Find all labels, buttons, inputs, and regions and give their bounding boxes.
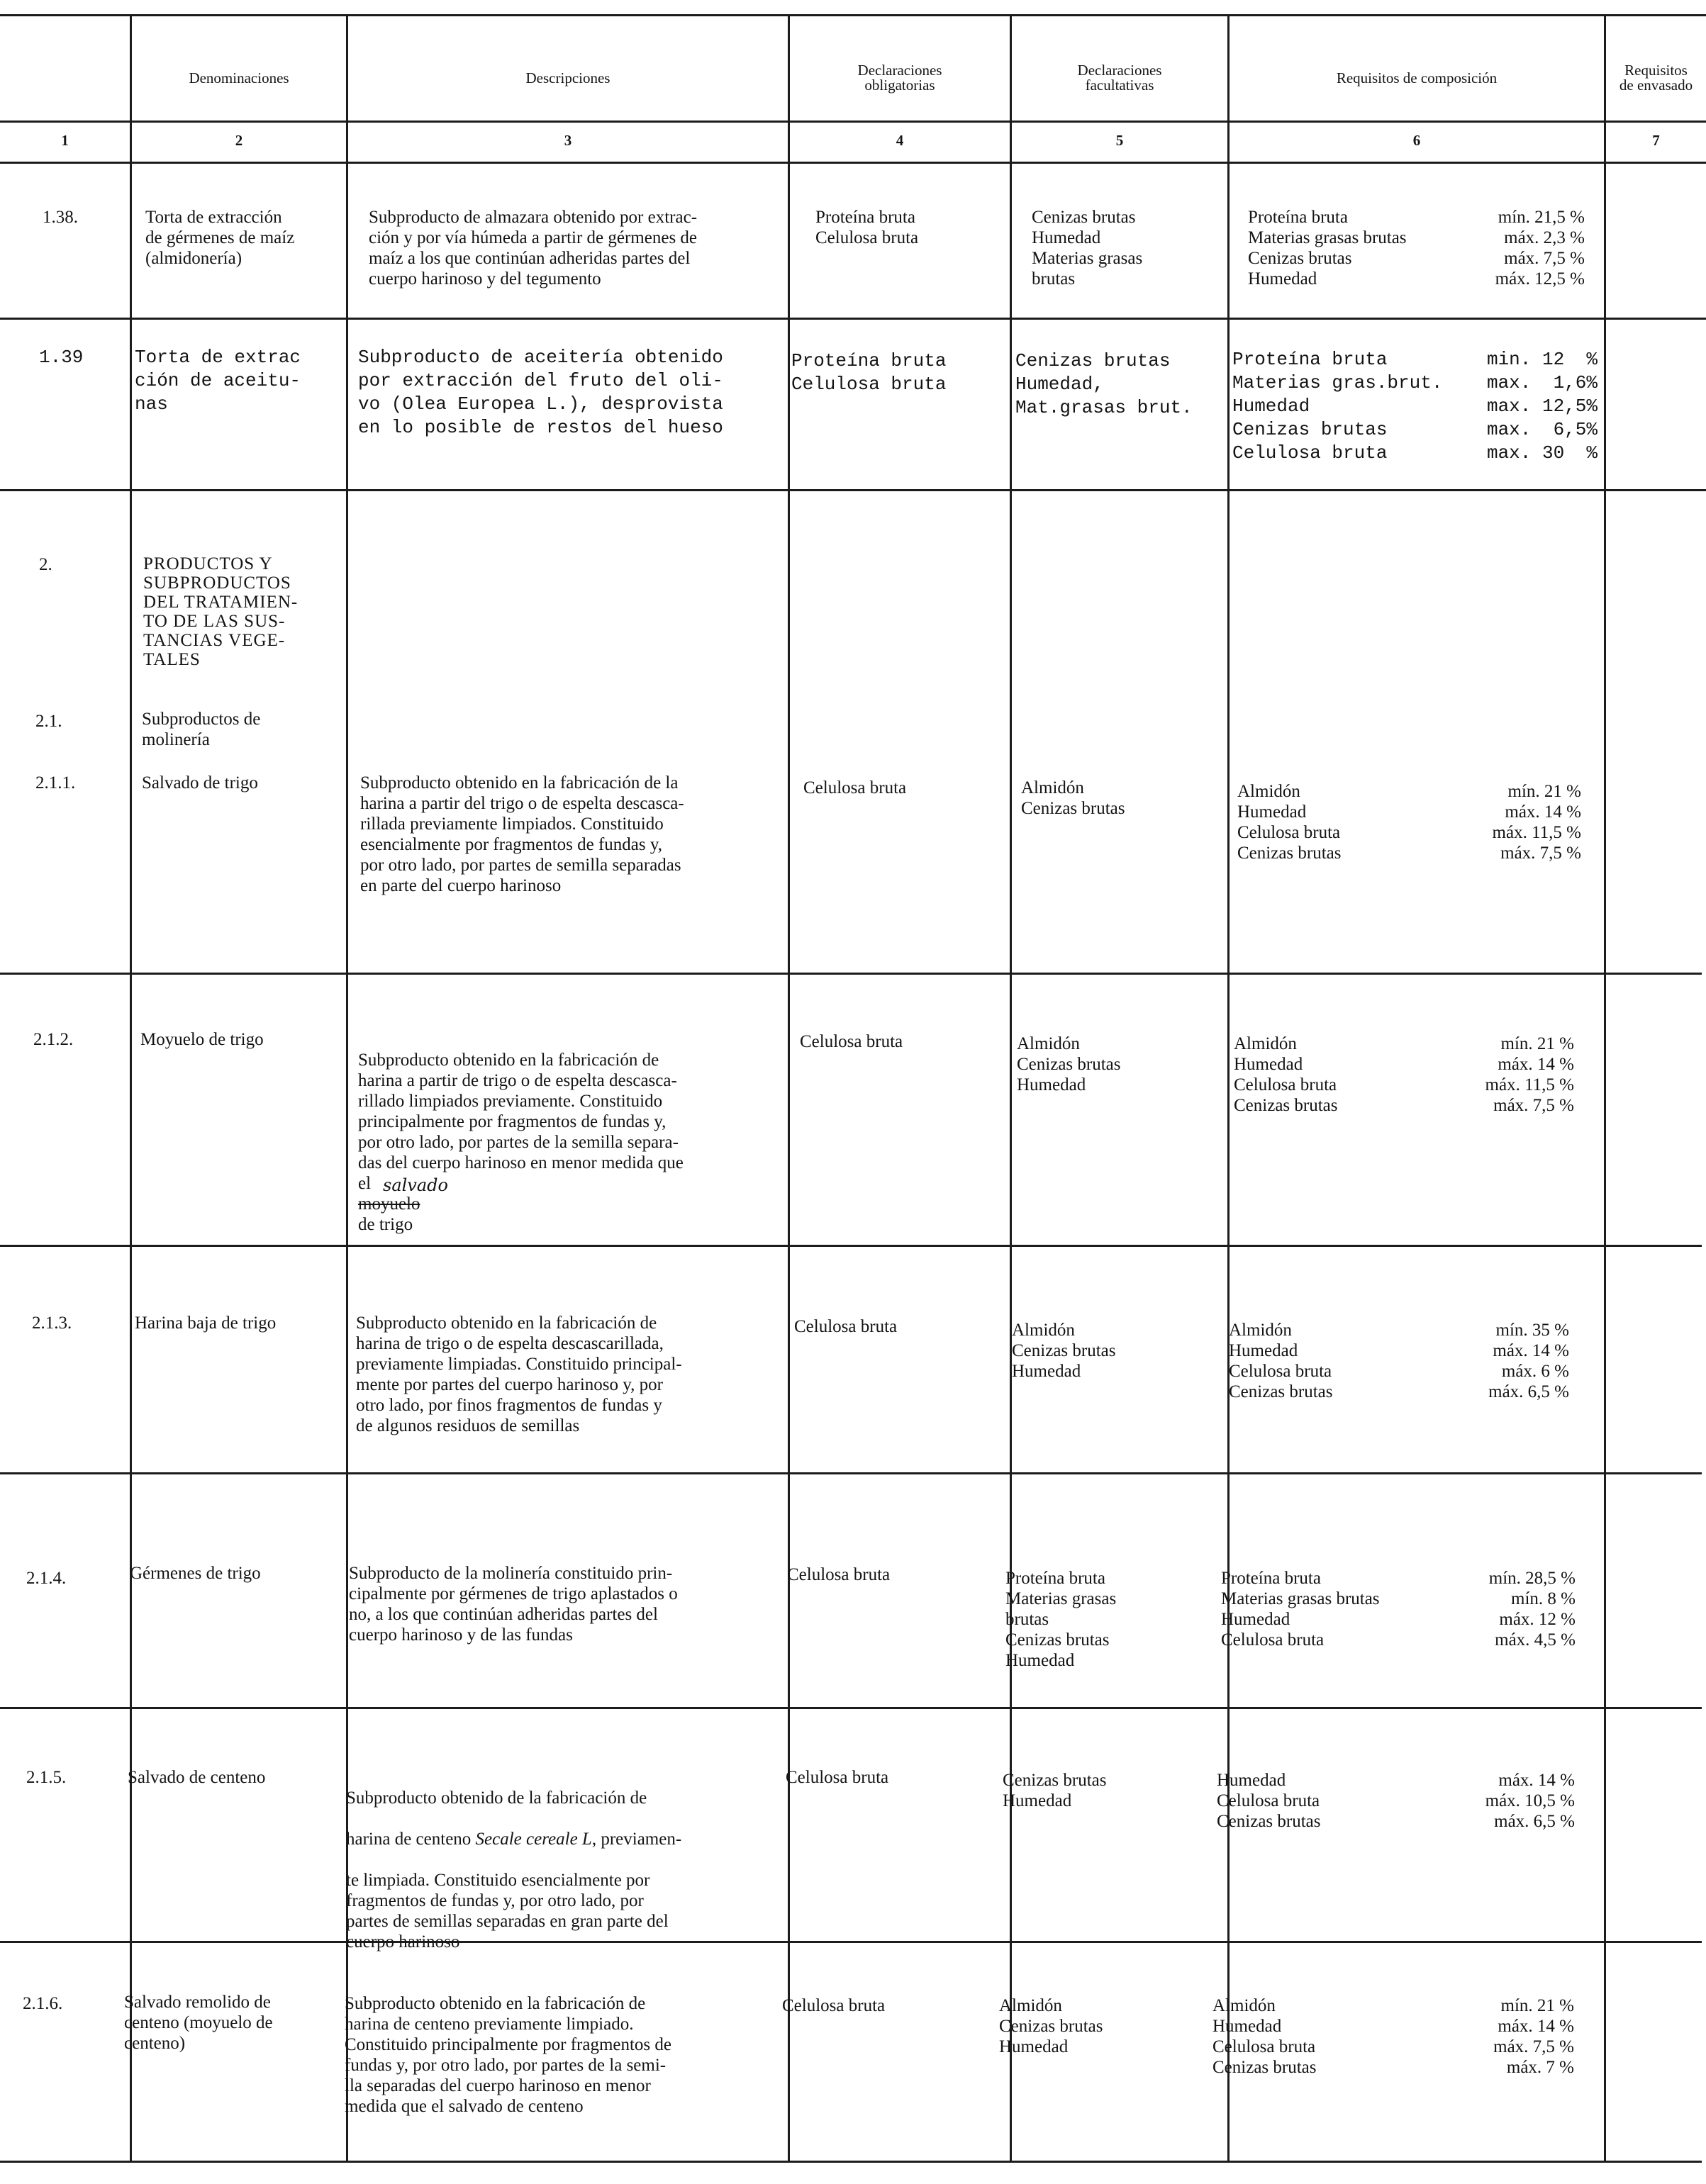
row-2-1-2-name: Moyuelo de trigo: [140, 1030, 264, 1049]
row-2-1-2-requirements: [1234, 1034, 1574, 1116]
row-2-1-4-obligatory: Celulosa bruta: [787, 1565, 891, 1584]
row-2-1-5-species-name: Secale cereale L: [475, 1830, 592, 1849]
row-1-39-id: 1.39: [39, 347, 84, 368]
row-2-1-4-name: Gérmenes de trigo: [130, 1564, 261, 1583]
requirement-row: Humedad máx. 14 %: [1212, 2017, 1574, 2036]
rule-numbers-bottom: [0, 162, 1706, 164]
requirement-row: Humedad máx. 14 %: [1234, 1055, 1574, 1074]
row-1-39-requirements: [1232, 349, 1598, 466]
header-descripciones: Descripciones: [525, 69, 611, 86]
column-number-6: 6: [1412, 131, 1421, 149]
row-2-1-3-optional: Almidón Cenizas brutas Humedad: [1012, 1321, 1116, 1381]
row-2-1-3-requirements: [1229, 1320, 1569, 1402]
requirement-row: Cenizas brutas máx. 7 %: [1212, 2058, 1574, 2077]
rule-row-2-1-2: [0, 1245, 1702, 1247]
row-2-1-5-description-line-2: harina de centeno Secale cereale L, previamen-: [346, 1830, 682, 1849]
row-2-1-5-requirements: [1217, 1770, 1575, 1832]
requirement-row: Proteína bruta mín. 28,5 %: [1221, 1569, 1576, 1588]
rule-row-2-1-1: [0, 973, 1702, 975]
row-2-1-1-description: Subproducto obtenido en la fabricación de la harina a partir del trigo o de espelta descasca- rillada previamente limpiados. Constituido esencialmente por fragmentos de fundas y, por otro lado, por partes de semilla separadas en parte del cuerpo harinoso: [360, 773, 684, 895]
requirement-row: Celulosa bruta máx. 11,5 %: [1237, 823, 1581, 842]
requirement-row: Proteína bruta min. 12 %: [1232, 349, 1598, 370]
row-2-1-5-id: 2.1.5.: [26, 1768, 67, 1787]
rule-bottom: [0, 2161, 1702, 2163]
row-2-1-5-description-rest: te limpiada. Constituido esencialmente por fragmentos de fundas y, por otro lado, por partes de semillas separadas en gran parte del cuerpo harinoso: [346, 1871, 669, 1951]
row-2-1-1-name: Salvado de trigo: [142, 773, 258, 793]
header-declaraciones-obligatorias: Declaraciones obligatorias: [857, 62, 942, 94]
row-2-1-5-name: Salvado de centeno: [128, 1768, 266, 1787]
column-number-7: 7: [1652, 131, 1660, 149]
rule-row-1-39: [0, 489, 1706, 491]
row-2-1-3-name: Harina baja de trigo: [135, 1314, 277, 1333]
header-requisitos-envasado: Requisitos de envasado: [1619, 62, 1693, 94]
requirement-row: Cenizas brutas máx. 6,5 %: [1217, 1812, 1575, 1831]
row-2-1-2-obligatory: Celulosa bruta: [800, 1032, 903, 1051]
section-2-1-title: Subproductos de molinería: [142, 710, 261, 749]
row-2-1-6-obligatory: Celulosa bruta: [782, 1996, 886, 2015]
row-1-38-requirements: [1248, 207, 1585, 289]
row-2-1-6-requirements: [1212, 1995, 1574, 2078]
row-1-38-name: Torta de extracción de gérmenes de maíz (almidonería): [145, 208, 295, 268]
row-2-1-5-obligatory: Celulosa bruta: [786, 1768, 889, 1787]
row-2-1-2-description-suffix: de trigo: [358, 1215, 413, 1234]
row-1-38-id: 1.38.: [43, 208, 78, 227]
requirement-row: Humedad máx. 14 %: [1217, 1771, 1575, 1790]
column-number-5: 5: [1115, 131, 1124, 149]
requirement-row: Celulosa bruta máx. 11,5 %: [1234, 1075, 1574, 1094]
header-denominaciones: Denominaciones: [189, 69, 289, 86]
row-2-1-2-description-text: Subproducto obtenido en la fabricación de harina a partir de trigo o de espelta descasca- rillado limpiados previamente. Constituido principalmente por fragmentos de fundas y, por otro lado, por partes de la semilla separa- das del cuerpo harinoso en menor medida que: [358, 1051, 684, 1172]
row-1-38-obligatory: Proteína bruta Celulosa bruta: [815, 208, 919, 247]
row-2-1-2-handwritten-correction: salvado: [383, 1175, 448, 1195]
row-2-1-3-id: 2.1.3.: [32, 1314, 72, 1333]
requirement-row: Humedad max. 12,5%: [1232, 396, 1598, 417]
col-rule-5: [1227, 14, 1230, 2162]
requirement-row: Humedad máx. 12,5 %: [1248, 269, 1585, 289]
requirement-row: Cenizas brutas máx. 6,5 %: [1229, 1382, 1569, 1401]
row-2-1-2-description-struck-word: moyuelo: [358, 1194, 420, 1214]
requirement-row: Materias grasas brutas máx. 2,3 %: [1248, 228, 1585, 247]
section-2-1-id: 2.1.: [35, 712, 62, 731]
rule-top: [0, 14, 1706, 16]
row-2-1-3-description: Subproducto obtenido en la fabricación de harina de trigo o de espelta descascarillada, previamente limpiadas. Constituido principal- mente por partes del cuerpo harinoso y, por otro lado, por finos fragmentos de fundas y de algunos residuos de semillas: [356, 1314, 682, 1435]
row-2-1-2-optional: Almidón Cenizas brutas Humedad: [1017, 1034, 1121, 1094]
rule-row-2-1-4: [0, 1707, 1702, 1709]
column-number-4: 4: [896, 131, 904, 149]
row-2-1-1-obligatory: Celulosa bruta: [803, 778, 907, 797]
row-1-39-optional: Cenizas brutas Humedad, Mat.grasas brut.: [1015, 350, 1193, 418]
section-2-id: 2.: [39, 555, 52, 574]
column-number-1: 1: [61, 131, 69, 149]
requirement-row: Humedad máx. 14 %: [1229, 1341, 1569, 1360]
row-2-1-2-description-prefix: el: [358, 1174, 372, 1193]
requirement-row: Celulosa bruta max. 30 %: [1232, 442, 1598, 464]
rule-row-1-38: [0, 318, 1706, 320]
col-rule-3: [788, 14, 790, 2162]
requirement-row: Cenizas brutas máx. 7,5 %: [1234, 1096, 1574, 1115]
row-1-38-optional: Cenizas brutas Humedad Materias grasas brutas: [1032, 208, 1143, 289]
requirement-row: Almidón mín. 35 %: [1229, 1321, 1569, 1340]
rule-row-2-1-3: [0, 1472, 1702, 1474]
requirement-row: Almidón mín. 21 %: [1234, 1034, 1574, 1053]
requirement-row: Humedad máx. 12 %: [1221, 1610, 1576, 1629]
row-1-39-name: Torta de extrac ción de aceitu- nas: [135, 347, 301, 415]
row-2-1-2-description: [358, 1029, 784, 1235]
row-2-1-6-description: Subproducto obtenido en la fabricación de harina de centeno previamente limpiado. Constituido principalmente por fragmentos de fundas y, por otro lado, por partes de la semi- lla separadas del cuerpo harinoso en menor medida que el salvado de centeno: [345, 1994, 672, 2116]
row-2-1-4-requirements: [1221, 1568, 1576, 1650]
column-number-3: 3: [564, 131, 572, 149]
row-2-1-6-optional: Almidón Cenizas brutas Humedad: [999, 1996, 1103, 2056]
row-2-1-2-id: 2.1.2.: [33, 1030, 74, 1049]
requirement-row: Cenizas brutas máx. 7,5 %: [1237, 844, 1581, 863]
row-1-39-obligatory: Proteína bruta Celulosa bruta: [791, 350, 947, 395]
requirement-row: Humedad máx. 14 %: [1237, 802, 1581, 822]
row-1-39-description: Subproducto de aceitería obtenido por extracción del fruto del oli- vo (Olea Europea L.), desprovista en lo posible de restos del hueso: [358, 347, 723, 438]
requirement-row: Almidón mín. 21 %: [1212, 1996, 1574, 2015]
requirement-row: Cenizas brutas max. 6,5%: [1232, 419, 1598, 440]
requirement-row: Celulosa bruta máx. 10,5 %: [1217, 1791, 1575, 1810]
row-2-1-4-id: 2.1.4.: [26, 1569, 67, 1588]
row-2-1-5-description: [346, 1767, 782, 1973]
col-rule-1: [130, 14, 132, 2162]
row-2-1-6-id: 2.1.6.: [23, 1994, 63, 2013]
row-2-1-6-name: Salvado remolido de centeno (moyuelo de centeno): [124, 1993, 273, 2053]
row-2-1-5-optional: Cenizas brutas Humedad: [1003, 1771, 1107, 1810]
row-2-1-4-optional: Proteína bruta Materias grasas brutas Cenizas brutas Humedad: [1005, 1569, 1117, 1670]
header-requisitos-composicion: Requisitos de composición: [1336, 69, 1498, 86]
col-rule-4: [1010, 14, 1012, 2162]
rule-row-2-1-5: [0, 1941, 1702, 1943]
row-2-1-3-obligatory: Celulosa bruta: [794, 1317, 898, 1336]
row-2-1-1-optional: Almidón Cenizas brutas: [1021, 778, 1125, 818]
requirement-row: Celulosa bruta máx. 7,5 %: [1212, 2037, 1574, 2056]
requirement-row: Cenizas brutas máx. 7,5 %: [1248, 249, 1585, 268]
header-declaraciones-facultativas: Declaraciones facultativas: [1077, 62, 1162, 94]
requirement-row: Celulosa bruta máx. 4,5 %: [1221, 1630, 1576, 1650]
row-2-1-1-id: 2.1.1.: [35, 773, 76, 793]
requirement-row: Almidón mín. 21 %: [1237, 782, 1581, 801]
row-1-38-description: Subproducto de almazara obtenido por extrac- ción y por vía húmeda a partir de gérmenes de maíz a los que continúan adheridas partes del cuerpo harinoso y del tegumento: [369, 208, 698, 289]
requirement-row: Materias gras.brut. max. 1,6%: [1232, 372, 1598, 393]
requirement-row: Proteína bruta mín. 21,5 %: [1248, 208, 1585, 227]
rule-header-bottom: [0, 121, 1706, 123]
requirement-row: Materias grasas brutas mín. 8 %: [1221, 1589, 1576, 1608]
row-2-1-4-description: Subproducto de la molinería constituido prin- cipalmente por gérmenes de trigo aplastados o no, a los que continúan adheridas partes del cuerpo harinoso y de las fundas: [349, 1564, 678, 1645]
requirement-row: Celulosa bruta máx. 6 %: [1229, 1362, 1569, 1381]
section-2-title: PRODUCTOS Y SUBPRODUCTOS DEL TRATAMIEN- TO DE LAS SUS- TANCIAS VEGE- TALES: [143, 554, 299, 669]
col-rule-6: [1604, 14, 1606, 2162]
row-2-1-5-description-line-1: Subproducto obtenido de la fabricación de: [346, 1788, 647, 1808]
column-number-2: 2: [235, 131, 243, 149]
row-2-1-1-requirements: [1237, 781, 1581, 863]
